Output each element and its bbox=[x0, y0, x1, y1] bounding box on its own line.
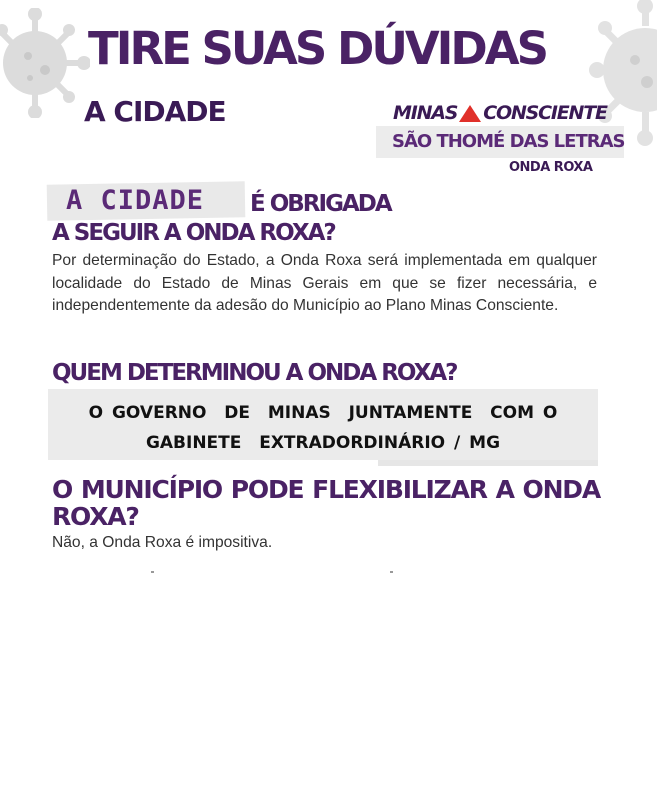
phase-label: ONDA ROXA bbox=[509, 160, 593, 175]
divider-mark bbox=[151, 571, 154, 573]
question-1-highlight: A CIDADE bbox=[66, 185, 205, 216]
minas-consciente-logo bbox=[393, 102, 607, 124]
answer-2-box-shadow bbox=[378, 460, 598, 466]
virus-icon bbox=[0, 8, 90, 118]
page-title: TIRE SUAS DÚVIDAS bbox=[88, 22, 547, 75]
answer-3: Não, a Onda Roxa é impositiva. bbox=[52, 534, 273, 551]
answer-2-line1: O GOVERNO DE MINAS JUNTAMENTE COM O bbox=[88, 403, 558, 423]
answer-1: Por determinação do Estado, a Onda Roxa será implementada em qualquer localidade do Estado de Minas Gerais em que se fizer necessária, e independentemente da adesão do Município ao Plano Minas Consciente. bbox=[52, 252, 597, 315]
answer-2 bbox=[48, 398, 598, 458]
page-subtitle: A CIDADE bbox=[84, 95, 226, 128]
answer-2-line2: GABINETE EXTRADORDINÁRIO / MG bbox=[145, 433, 501, 453]
logo-left-text: MINAS bbox=[393, 102, 458, 124]
question-1-line2: A SEGUIR A ONDA ROXA? bbox=[52, 220, 335, 246]
city-name: SÃO THOMÉ DAS LETRAS bbox=[392, 131, 625, 152]
question-2: QUEM DETERMINOU A ONDA ROXA? bbox=[52, 360, 457, 386]
question-1-line1: É OBRIGADA bbox=[250, 191, 391, 217]
question-3: O MUNICÍPIO PODE FLEXIBILIZAR A ONDA ROXA? bbox=[52, 475, 600, 531]
logo-right-text: CONSCIENTE bbox=[483, 102, 607, 124]
triangle-icon bbox=[459, 105, 481, 122]
divider-mark bbox=[390, 571, 393, 573]
